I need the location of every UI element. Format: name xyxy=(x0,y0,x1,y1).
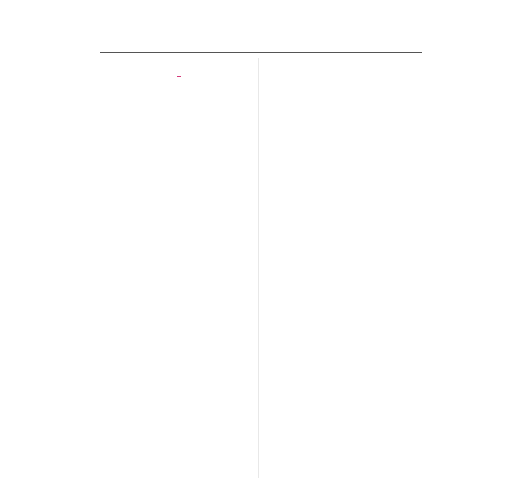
header-rule xyxy=(100,52,422,53)
top-bar xyxy=(0,0,520,22)
part-title xyxy=(103,64,255,75)
left-column xyxy=(103,58,255,75)
column-divider xyxy=(258,58,259,478)
header xyxy=(100,23,420,51)
